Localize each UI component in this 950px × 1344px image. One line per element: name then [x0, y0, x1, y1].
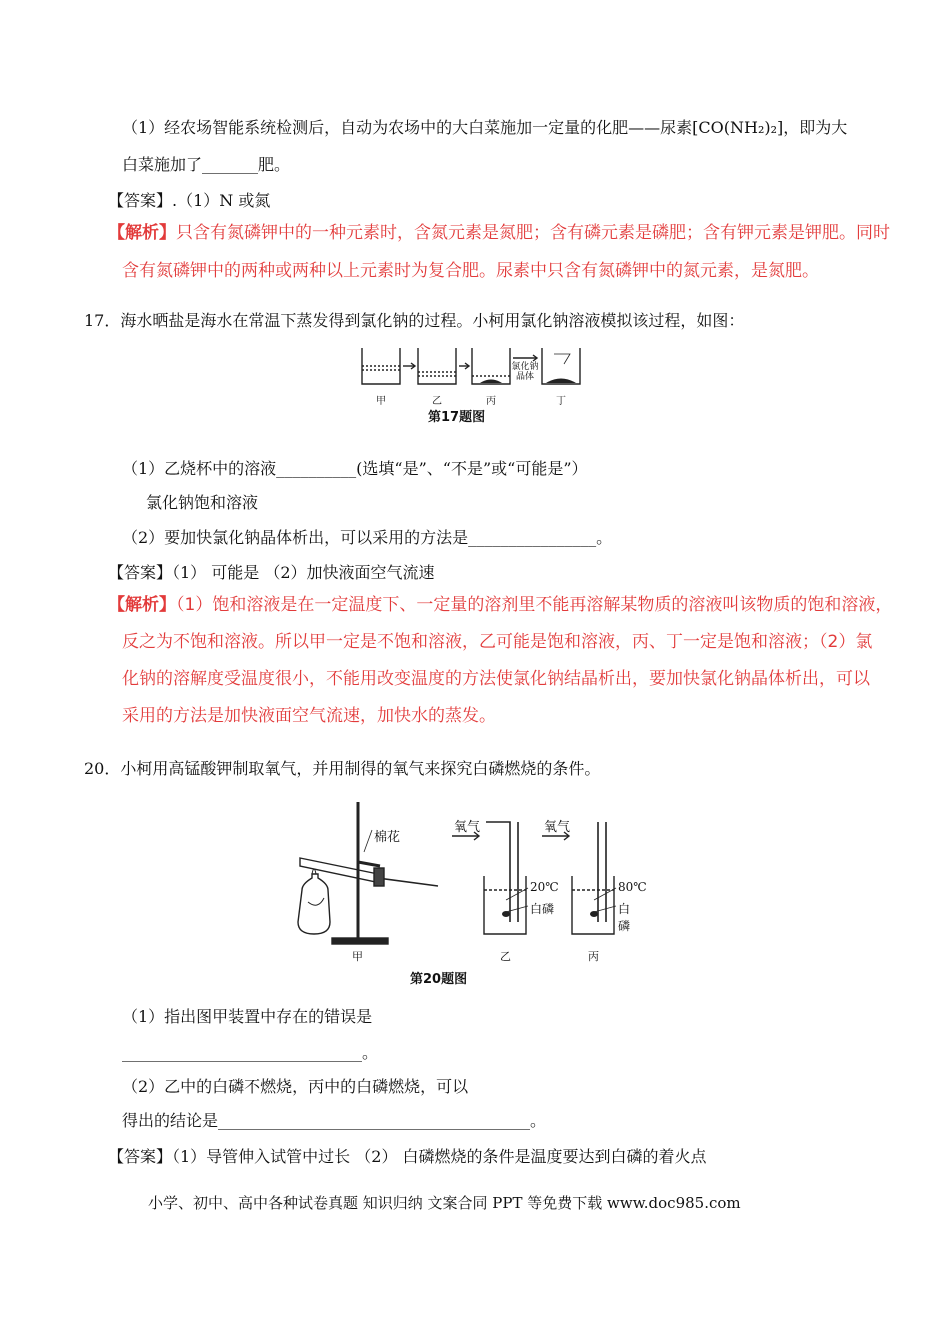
label-cotton: 棉花	[374, 830, 401, 845]
analysis-text: （1）饱和溶液是在一定温度下、一定量的溶剂里不能再溶解某物质的溶液叫该物质的饱和溶液，	[176, 595, 893, 615]
q17-analysis-line4: 采用的方法是加快液面空气流速，加快水的蒸发。	[122, 706, 496, 726]
label-bing: 丙	[486, 396, 496, 407]
label-oxygen-yi: 氧气	[454, 820, 481, 835]
q17-stem: 17．海水晒盐是海水在常温下蒸发得到氯化钠的过程。小柯用氯化钠溶液模拟该过程，如图：	[84, 311, 745, 330]
label-ding: 丁	[556, 396, 566, 407]
q20-figure	[288, 792, 647, 988]
label-temp-yi: 20℃	[530, 880, 559, 894]
q17-part2: （2）要加快氯化钠晶体析出，可以采用的方法是________________。	[122, 528, 613, 547]
q20-answer: 【答案】（1）导管伸入试管中过长 （2） 白磷燃烧的条件是温度要达到白磷的着火点	[108, 1147, 707, 1166]
alcohol-lamp	[298, 874, 330, 934]
q17-analysis-line1	[108, 594, 892, 616]
q16-analysis-line1	[108, 222, 890, 244]
q16-answer: 【答案】.（1）N 或氮	[108, 191, 271, 210]
beaker-yi	[484, 876, 526, 934]
label-jia: 甲	[352, 950, 363, 963]
page-footer: 小学、初中、高中各种试卷真题 知识归纳 文案合同 PPT 等免费下载 www.doc985.com	[148, 1194, 741, 1212]
analysis-tag: 【解析】	[108, 595, 176, 615]
label-jia: 甲	[376, 396, 386, 407]
beaker-bing	[472, 348, 510, 384]
oxygen-tube-yi	[486, 822, 510, 922]
q20-part2-line2: 得出的结论是_______________________________________。	[122, 1111, 547, 1130]
q17-analysis-line3: 化钠的溶解度受温度很小，不能用改变温度的方法使氯化钠结晶析出，要加快氯化钠晶体析出，可以	[122, 669, 870, 689]
label-yi: 乙	[500, 950, 511, 963]
beaker-bing	[572, 876, 614, 934]
q20-stem: 20．小柯用高锰酸钾制取氧气，并用制得的氧气来探究白磷燃烧的条件。	[84, 759, 601, 778]
label-oxygen-bing: 氧气	[544, 820, 571, 835]
delivery-tube	[378, 878, 438, 886]
q20-caption: 第20题图	[410, 972, 468, 987]
label-white-p-bing: 白磷	[618, 902, 631, 933]
label-bing: 丙	[588, 950, 599, 963]
q20-part1-line2: ______________________________。	[122, 1043, 379, 1062]
label-yi: 乙	[432, 396, 442, 407]
arrow-label-line2: 晶体	[515, 372, 534, 382]
q17-caption: 第17题图	[428, 410, 486, 425]
q20-part1-line1: （1）指出图甲装置中存在的错误是	[122, 1007, 373, 1026]
q16-part1-line2: 白菜施加了_______肥。	[122, 155, 291, 174]
analysis-tag: 【解析】	[108, 223, 176, 243]
arrow-label	[508, 362, 542, 382]
q20-part2-line1: （2）乙中的白磷不燃烧，丙中的白磷燃烧，可以	[122, 1077, 469, 1096]
q17-answer: 【答案】（1） 可能是 （2）加快液面空气流速	[108, 563, 435, 582]
beaker-yi	[418, 348, 456, 384]
label-temp-bing: 80℃	[618, 880, 647, 894]
q17-analysis-line2: 反之为不饱和溶液。所以甲一定是不饱和溶液，乙可能是饱和溶液，丙、丁一定是饱和溶液；（2）氯	[122, 632, 873, 652]
q16-part1-line1: （1）经农场智能系统检测后，自动为农场中的大白菜施加一定量的化肥——尿素[CO(NH₂)₂]，即为大	[122, 118, 848, 137]
q16-analysis-line2: 含有氮磷钾中的两种或两种以上元素时为复合肥。尿素中只含有氮磷钾中的氮元素，是氮肥。	[122, 261, 819, 281]
label-white-p-yi: 白磷	[530, 902, 555, 916]
q17-part1-line1: （1）乙烧杯中的溶液__________(选填“是”、“不是”或“可能是”）	[122, 459, 588, 478]
q17-part1-line2: 氯化钠饱和溶液	[146, 493, 259, 512]
q17-figure	[358, 342, 598, 426]
arrow-label-line1: 氯化钠	[511, 362, 539, 372]
analysis-text: 只含有氮磷钾中的一种元素时，含氮元素是氮肥；含有磷元素是磷肥；含有钾元素是钾肥。同时	[176, 223, 890, 243]
